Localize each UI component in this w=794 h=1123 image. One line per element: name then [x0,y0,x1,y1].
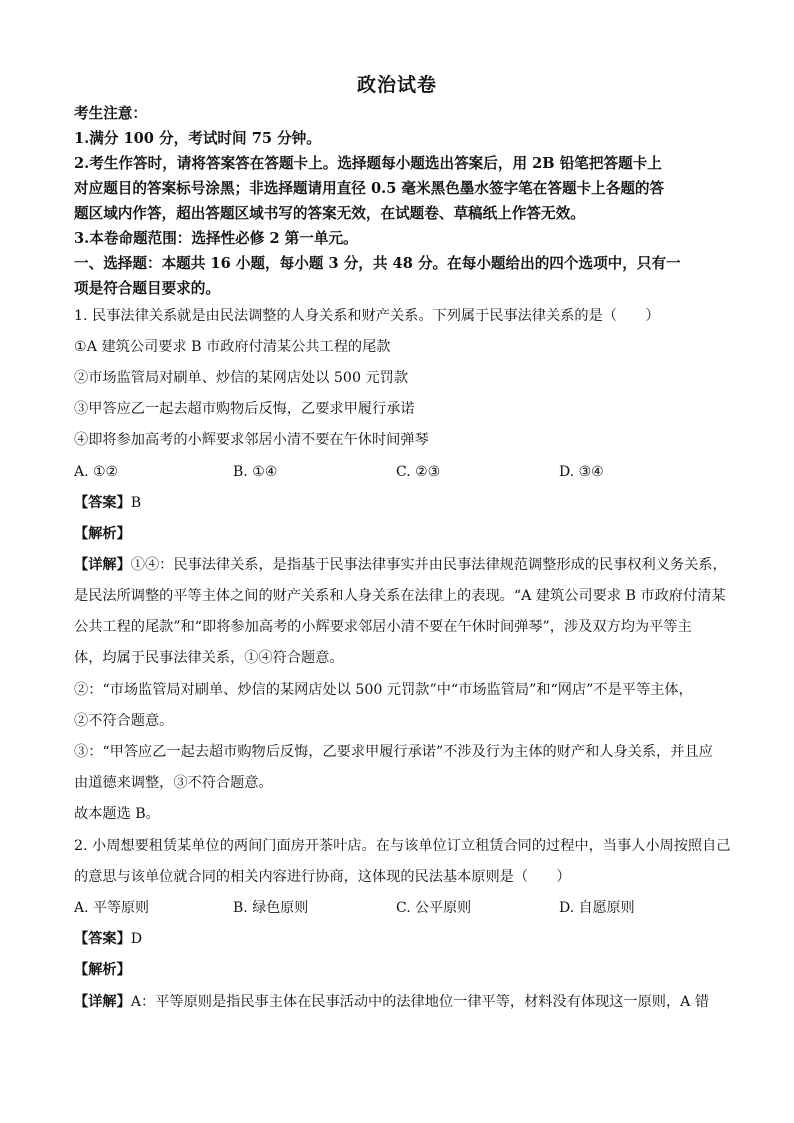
section-heading-line-2: 项是符合题目要求的。 [74,280,220,297]
q2-stem-line-1: 2. 小周想要租赁某单位的两间门面房开茶叶店。在与该单位订立租赁合同的过程中，当事人小周按照自己 [74,838,731,854]
q1-stem: 1. 民事法律关系就是由民法调整的人身关系和财产关系。下列属于民事法律关系的是（ ） [74,308,660,324]
q1-detail-line-3: 公共工程的尾款”和“即将参加高考的小辉要求邻居小清不要在午休时间弹琴”，涉及双方均为平等主 [74,619,692,635]
q1-option-a: A. ①② [74,464,119,480]
q1-answer-value: B [130,495,142,511]
notice-line-2: 2.考生作答时，请将答案答在答题卡上。选择题每小题选出答案后，用 2B 铅笔把答题卡上 [74,155,662,172]
q1-option-c: C. ②③ [396,464,441,480]
q1-option-d: D. ③④ [559,464,604,480]
q2-analysis [74,960,724,980]
q2-option-b: B. 绿色原则 [233,900,309,916]
q1-detail-line-8: 由道德来调整，③不符合题意。 [74,775,273,791]
q2-stem-line-2: 的意思与该单位就合同的相关内容进行协商，这体现的民法基本原则是（ ） [74,869,571,885]
q1-analysis-tag: 【解析】 [74,526,131,542]
q1-item-3: ③甲答应乙一起去超市购物后反悔，乙要求甲履行承诺 [74,401,415,417]
q1-option-b: B. ①④ [233,464,278,480]
q1-analysis [74,524,724,544]
q1-answer-tag: 【答案】 [74,495,131,511]
q2-option-a: A. 平等原则 [74,900,150,916]
q1-answer [74,493,724,513]
q2-analysis-tag: 【解析】 [74,962,131,978]
q2-answer-tag: 【答案】 [74,931,131,947]
q1-detail-line-2: 是民法所调整的平等主体之间的财产关系和人身关系在法律上的表现。“A 建筑公司要求 B 市政府付清某 [74,588,726,604]
q2-detail-text-1: A：平等原则是指民事主体在民事活动中的法律地位一律平等，材料没有体现这一原则，A 错 [130,994,710,1010]
q1-detail-line-6: ②不符合题意。 [74,713,174,729]
q1-detail-tag: 【详解】 [74,557,131,573]
q1-item-1: ①A 建筑公司要求 B 市政府付清某公共工程的尾款 [74,339,391,355]
q1-detail-line-5: ②：“市场监管局对刷单、炒信的某网店处以 500 元罚款”中“市场监管局”和“网店”不是平等主体， [74,682,693,698]
q1-detail-line-7: ③：“甲答应乙一起去超市购物后反悔，乙要求甲履行承诺”不涉及行为主体的财产和人身关系，并且应 [74,744,713,760]
q1-detail-line-9: 故本题选 B。 [74,806,160,822]
q1-detail-text-1: ①④：民事法律关系，是指基于民事法律事实并由民事法律规范调整形成的民事权利义务关系， [130,557,727,573]
q2-detail-line-1 [74,992,724,1012]
q2-detail-tag: 【详解】 [74,994,131,1010]
q1-detail-line-4: 体，均属于民事法律关系，①④符合题意。 [74,650,344,666]
notice-heading: 考生注意： [74,105,147,122]
q2-answer-value: D [130,931,143,947]
q2-option-d: D. 自愿原则 [559,900,635,916]
notice-line-1: 1.满分 100 分，考试时间 75 分钟。 [74,130,321,147]
notice-line-4: 题区域内作答，超出答题区域书写的答案无效，在试题卷、草稿纸上作答无效。 [74,205,585,222]
page-title: 政治试卷 [356,74,437,96]
q1-item-2: ②市场监管局对刷单、炒信的某网店处以 500 元罚款 [74,370,409,386]
q1-item-4: ④即将参加高考的小辉要求邻居小清不要在午休时间弹琴 [74,432,429,448]
q1-detail-line-1 [74,555,727,575]
notice-line-3: 对应题目的答案标号涂黑；非选择题请用直径 0.5 毫米黑色墨水签字笔在答题卡上各题的答 [74,180,665,197]
q2-answer [74,929,724,949]
notice-line-5: 3.本卷命题范围：选择性必修 2 第一单元。 [74,230,358,247]
section-heading-line-1: 一、选择题：本题共 16 小题，每小题 3 分，共 48 分。在每小题给出的四个选项中，只有一 [74,255,681,272]
q2-option-c: C. 公平原则 [396,900,472,916]
